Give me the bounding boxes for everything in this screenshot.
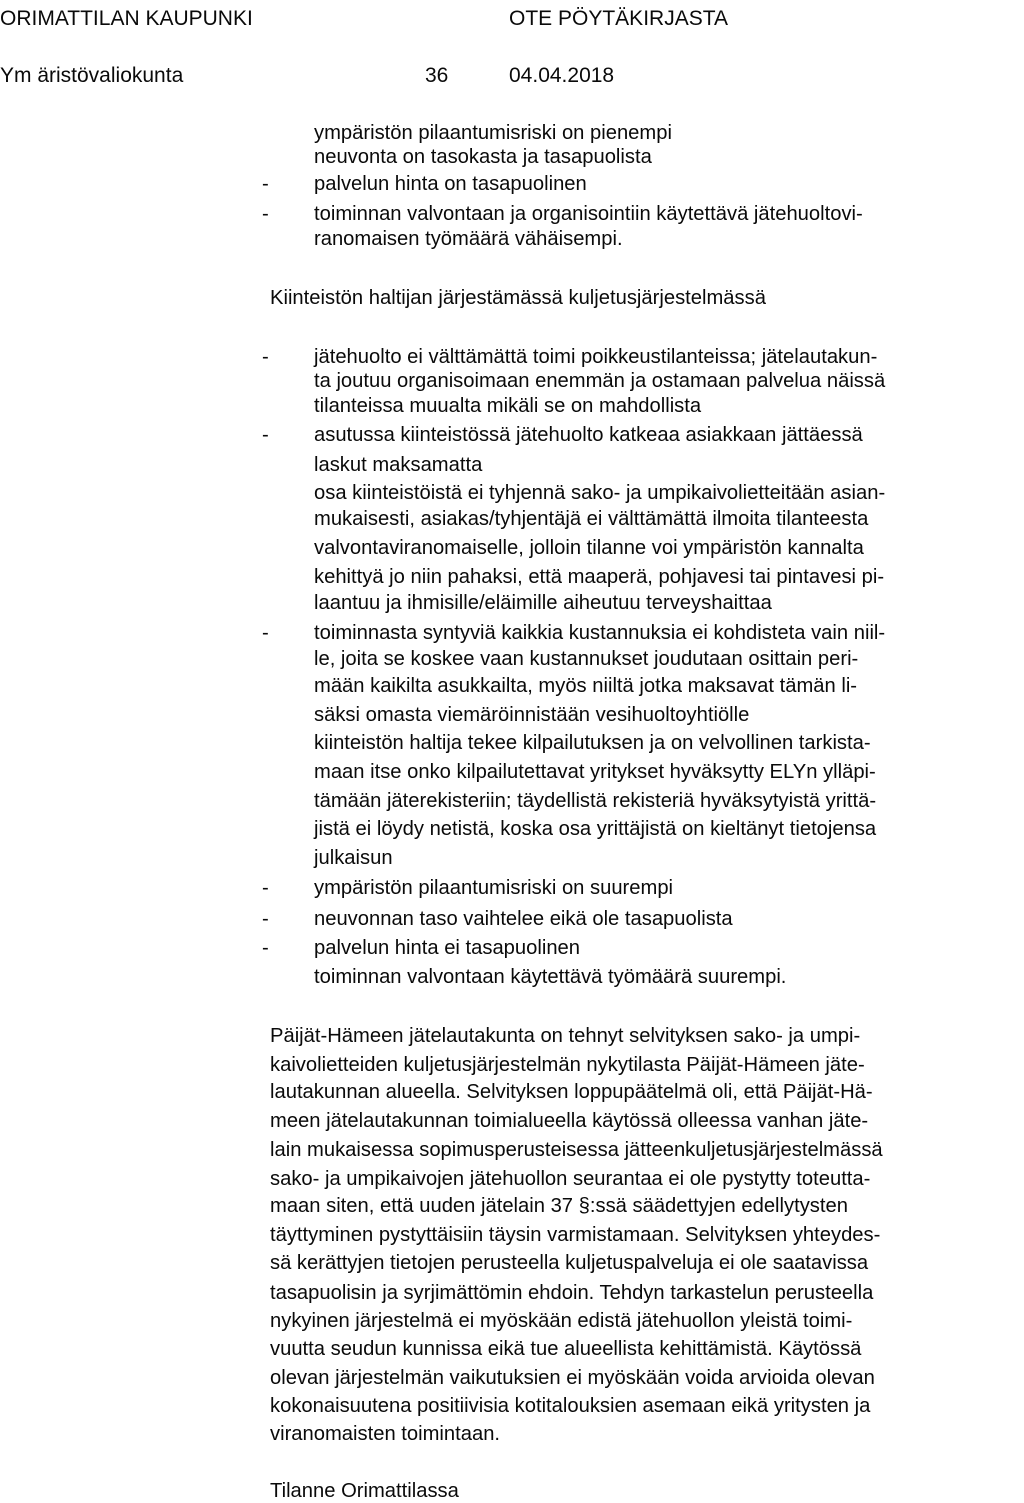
list-item-text: ta joutuu organisoimaan enemmän ja ostamaan palvelua näissä	[314, 370, 886, 392]
list-item-text: kiinteistön haltija tekee kilpailutuksen ja on velvollinen tarkista-	[314, 732, 871, 754]
list-item-text: laskut maksamatta	[314, 454, 483, 476]
paragraph-line: viranomaisten toimintaan.	[270, 1423, 501, 1445]
paragraph-line: kaivolietteiden kuljetusjärjestelmän nykytilasta Päijät-Hämeen jäte-	[270, 1054, 865, 1076]
list-item-text: ympäristön pilaantumisriski on pienempi	[314, 122, 672, 144]
closing-heading: Tilanne Orimattilassa	[270, 1480, 459, 1502]
paragraph-line: lautakunnan alueella. Selvityksen loppupäätelmä oli, että Päijät-Hä-	[270, 1081, 873, 1103]
list-item-text: valvontaviranomaiselle, jolloin tilanne voi ympäristön kannalta	[314, 537, 864, 559]
section-number: 36	[425, 64, 449, 87]
paragraph-line: meen jätelautakunnan toimialueella käytössä olleessa vanhan jäte-	[270, 1110, 869, 1132]
org-name: ORIMATTILAN KAUPUNKI	[0, 7, 253, 30]
list-dash: -	[262, 346, 269, 368]
list-item-text: ranomaisen työmäärä vähäisempi.	[314, 228, 623, 250]
paragraph-line: sako- ja umpikaivojen jätehuollon seurantaa ei ole pystytty toteutta-	[270, 1168, 871, 1190]
paragraph-line: täyttyminen pystyttäisiin täysin varmistamaan. Selvityksen yhteydes-	[270, 1224, 881, 1246]
list-item-text: palvelun hinta on tasapuolinen	[314, 173, 587, 195]
list-item-text: neuvonnan taso vaihtelee eikä ole tasapuolista	[314, 908, 733, 930]
list-dash: -	[262, 424, 269, 446]
list-item-text: ympäristön pilaantumisriski on suurempi	[314, 877, 674, 899]
list-item-text: laantuu ja ihmisille/eläimille aiheutuu terveyshaittaa	[314, 592, 772, 614]
list-item-text: asutussa kiinteistössä jätehuolto katkeaa asiakkaan jättäessä	[314, 424, 863, 446]
list-dash: -	[262, 622, 269, 644]
list-dash: -	[262, 877, 269, 899]
list-item-text: kehittyä jo niin pahaksi, että maaperä, pohjavesi tai pintavesi pi-	[314, 566, 885, 588]
list-item-text: neuvonta on tasokasta ja tasapuolista	[314, 146, 652, 168]
list-item-text: jistä ei löydy netistä, koska osa yrittäjistä on kieltänyt tietojensa	[314, 818, 877, 840]
meeting-date: 04.04.2018	[509, 64, 615, 87]
paragraph-line: olevan järjestelmän vaikutuksien ei myöskään voida arvioida olevan	[270, 1367, 875, 1389]
list-dash: -	[262, 908, 269, 930]
list-dash: -	[262, 173, 269, 195]
list-item-text: jätehuolto ei välttämättä toimi poikkeustilanteissa; jätelautakun-	[314, 346, 878, 368]
list-item-text: tilanteissa muualta mikäli se on mahdollista	[314, 395, 702, 417]
list-dash: -	[262, 203, 269, 225]
committee-name: Ym äristövaliokunta	[0, 64, 184, 87]
list-dash: -	[262, 937, 269, 959]
list-item-text: tämään jäterekisteriin; täydellistä rekisteriä hyväksytyistä yrittä-	[314, 790, 877, 812]
paragraph-line: tasapuolisin ja syrjimättömin ehdoin. Tehdyn tarkastelun perusteella	[270, 1282, 874, 1304]
list-item-text: maan itse onko kilpailutettavat yritykset hyväksytty ELYn ylläpi-	[314, 761, 876, 783]
list-item-text: julkaisun	[314, 847, 393, 869]
paragraph-line: vuutta seudun kunnissa eikä tue alueellista kehittämistä. Käytössä	[270, 1338, 862, 1360]
list-item-text: toiminnasta syntyviä kaikkia kustannuksia ei kohdisteta vain niil-	[314, 622, 886, 644]
paragraph-line: kokonaisuutena positiivisia kotitalouksien asemaan eikä yritysten ja	[270, 1395, 871, 1417]
list-item-text: toiminnan valvontaan käytettävä työmäärä suurempi.	[314, 966, 787, 988]
list-item-text: osa kiinteistöistä ei tyhjennä sako- ja umpikaivolietteitään asian-	[314, 482, 886, 504]
list-item-text: säksi omasta viemäröinnistään vesihuoltoyhtiölle	[314, 704, 750, 726]
list-item-text: palvelun hinta ei tasapuolinen	[314, 937, 581, 959]
paragraph-line: nykyinen järjestelmä ei myöskään edistä jätehuollon yleistä toimi-	[270, 1310, 853, 1332]
paragraph-line: sä kerättyjen tietojen perusteella kuljetuspalveluja ei ole saatavissa	[270, 1252, 869, 1274]
paragraph-line: lain mukaisessa sopimusperusteisessa jätteenkuljetusjärjestelmässä	[270, 1139, 883, 1161]
paragraph-line: Päijät-Hämeen jätelautakunta on tehnyt selvityksen sako- ja umpi-	[270, 1025, 861, 1047]
list-item-text: mään kaikilta asukkailta, myös niiltä jotka maksavat tämän li-	[314, 675, 858, 697]
list-item-text: toiminnan valvontaan ja organisointiin käytettävä jätehuoltovi-	[314, 203, 863, 225]
document-type: OTE PÖYTÄKIRJASTA	[509, 7, 728, 30]
paragraph-line: maan siten, että uuden jätelain 37 §:ssä säädettyjen edellytysten	[270, 1195, 848, 1217]
section-heading: Kiinteistön haltijan järjestämässä kuljetusjärjestelmässä	[270, 287, 766, 309]
list-item-text: le, joita se koskee vaan kustannukset joudutaan osittain peri-	[314, 648, 859, 670]
list-item-text: mukaisesti, asiakas/tyhjentäjä ei välttämättä ilmoita tilanteesta	[314, 508, 869, 530]
